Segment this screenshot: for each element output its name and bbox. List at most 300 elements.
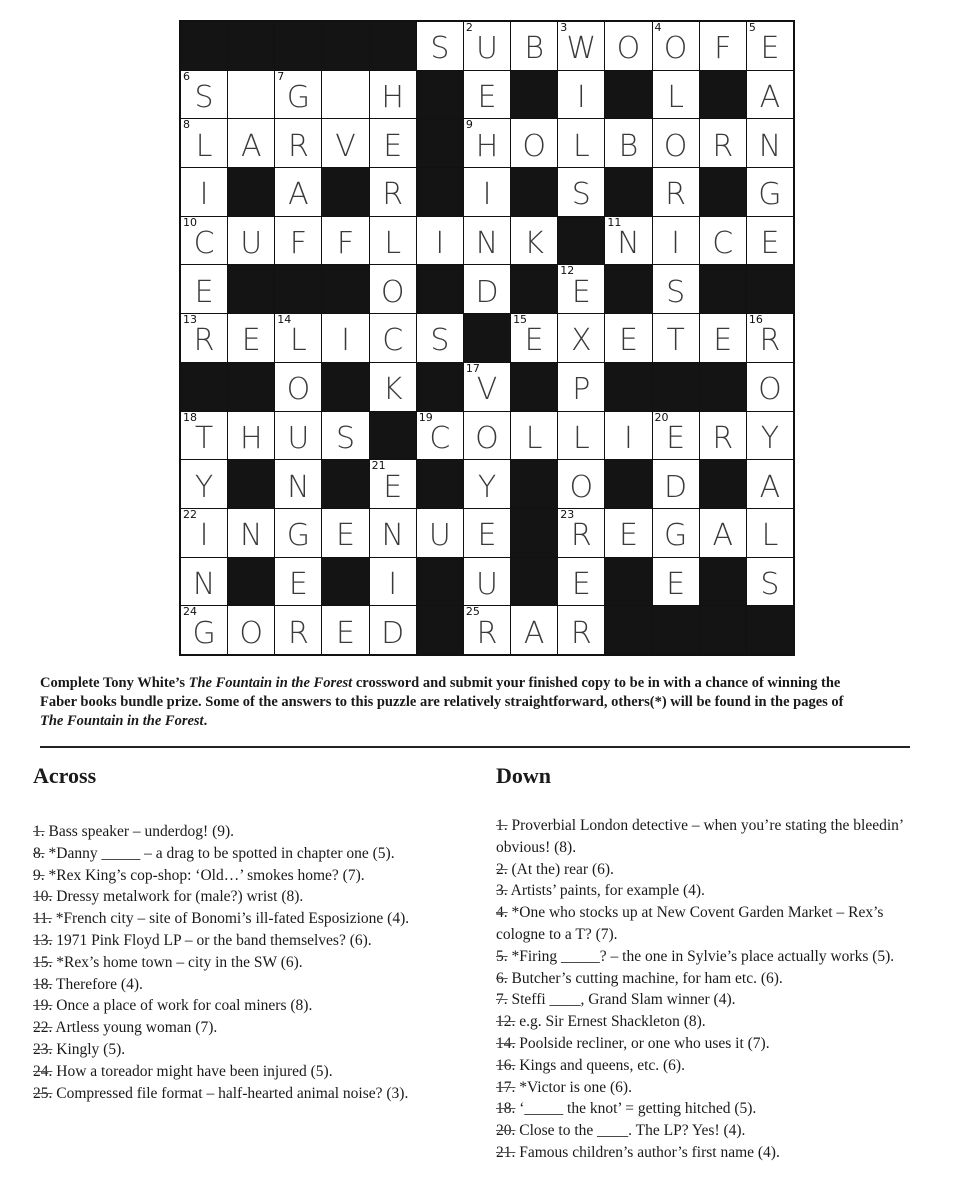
- handwritten-letter: V: [476, 372, 498, 408]
- handwritten-letter: E: [336, 518, 356, 554]
- clue-number: 22.: [33, 1019, 53, 1037]
- grid-cell: [558, 22, 604, 70]
- black-square: [417, 363, 463, 411]
- clue-text: Famous children’s author’s first name (4).: [515, 1143, 780, 1161]
- grid-cell: [370, 509, 416, 557]
- handwritten-letter: A: [759, 80, 781, 116]
- handwritten-letter: H: [381, 80, 404, 116]
- grid-cell: [653, 217, 699, 265]
- clue-text: Butcher’s cutting machine, for ham etc. (6).: [507, 969, 783, 987]
- handwritten-letter: R: [759, 323, 781, 359]
- clue-number: 22: [183, 508, 197, 521]
- handwritten-letter: E: [194, 274, 214, 310]
- handwritten-letter: E: [760, 31, 780, 67]
- grid-cell: [558, 460, 604, 508]
- grid-cell: [181, 168, 227, 216]
- clue-number: 23: [560, 508, 575, 521]
- clue-text: Poolside recliner, or one who uses it (7).: [515, 1034, 770, 1052]
- grid-cell: [275, 363, 321, 411]
- handwritten-letter: L: [761, 518, 779, 554]
- handwritten-letter: O: [522, 128, 546, 164]
- clue-text: *Rex King’s cop-shop: ‘Old…’ smokes home? (7).: [44, 866, 365, 884]
- grid-cell: [747, 509, 793, 557]
- handwritten-letter: O: [663, 31, 688, 67]
- grid-cell: [275, 168, 321, 216]
- clue-text: Therefore (4).: [52, 975, 143, 993]
- black-square: [605, 606, 651, 654]
- grid-cell: [511, 22, 557, 70]
- grid-cell: [275, 412, 321, 460]
- handwritten-letter: E: [618, 518, 638, 554]
- handwritten-letter: D: [664, 469, 688, 505]
- handwritten-letter: O: [475, 420, 499, 456]
- grid-cell: [700, 217, 746, 265]
- clue-number: 10: [183, 216, 197, 229]
- clue-number: 4: [654, 22, 662, 34]
- black-square: [700, 71, 746, 119]
- grid-cell: [322, 217, 368, 265]
- black-square: [181, 22, 227, 70]
- clue-number: 25.: [33, 1084, 53, 1102]
- grid-cell: [417, 217, 463, 265]
- clue-text: Once a place of work for coal miners (8).: [52, 997, 313, 1015]
- down-clue: [496, 1055, 936, 1077]
- handwritten-letter: O: [663, 128, 688, 164]
- handwritten-letter: N: [239, 518, 263, 554]
- crossword-grid: [179, 20, 795, 656]
- clue-text: *Danny _____ – a drag to be spotted in chapter one (5).: [44, 844, 395, 862]
- grid-cell: [747, 412, 793, 460]
- handwritten-letter: A: [288, 177, 309, 213]
- grid-cell: [181, 606, 227, 654]
- down-clue-list: [496, 815, 936, 1164]
- handwritten-letter: U: [476, 566, 498, 602]
- black-square: [653, 606, 699, 654]
- clue-number: 11: [607, 216, 622, 229]
- handwritten-letter: V: [335, 128, 356, 164]
- grid-cell: [370, 71, 416, 119]
- black-square: [275, 265, 321, 313]
- handwritten-letter: L: [525, 420, 543, 456]
- black-square: [605, 168, 651, 216]
- clue-text: Artists’ paints, for example (4).: [507, 882, 705, 900]
- grid-cell: [558, 363, 604, 411]
- black-square: [511, 265, 557, 313]
- clue-number: 3: [560, 22, 568, 34]
- handwritten-letter: E: [666, 420, 686, 456]
- black-square: [605, 71, 651, 119]
- handwritten-letter: N: [617, 226, 640, 262]
- grid-cell: [747, 314, 793, 362]
- clue-number: 14: [277, 314, 292, 327]
- handwritten-letter: N: [758, 128, 782, 164]
- across-clue: [33, 1083, 478, 1105]
- grid-cell: [228, 217, 274, 265]
- handwritten-letter: H: [475, 128, 499, 164]
- grid-cell: [558, 606, 604, 654]
- clue-text: *Victor is one (6).: [515, 1078, 632, 1096]
- across-clue: [33, 930, 478, 952]
- across-clue: [33, 1017, 478, 1039]
- clue-number: 11.: [33, 910, 52, 928]
- black-square: [417, 119, 463, 167]
- down-clue: [496, 880, 936, 902]
- black-square: [228, 22, 274, 70]
- handwritten-letter: O: [569, 469, 594, 505]
- handwritten-letter: F: [714, 31, 732, 67]
- handwritten-letter: R: [570, 518, 592, 554]
- across-clue: [33, 821, 478, 843]
- intro-part-3: .: [203, 713, 208, 729]
- black-square: [605, 265, 651, 313]
- clue-text: Steffi ____, Grand Slam winner (4).: [507, 991, 736, 1009]
- handwritten-letter: N: [475, 226, 499, 262]
- grid-cell: [511, 412, 557, 460]
- down-clue: [496, 859, 936, 881]
- grid-cell: [370, 265, 416, 313]
- black-square: [228, 168, 274, 216]
- grid-cell: [558, 509, 604, 557]
- black-square: [511, 460, 557, 508]
- grid-cell: [181, 71, 227, 119]
- handwritten-letter: E: [524, 323, 544, 359]
- handwritten-letter: E: [477, 518, 497, 554]
- grid-cell: [181, 217, 227, 265]
- handwritten-letter: E: [477, 80, 497, 116]
- down-clue: [496, 1142, 936, 1164]
- grid-cell: [558, 265, 604, 313]
- clue-number: 14.: [496, 1034, 516, 1052]
- clue-number: 1.: [33, 823, 45, 840]
- clue-text: Dressy metalwork for (male?) wrist (8).: [52, 888, 304, 906]
- grid-cell: [511, 314, 557, 362]
- black-square: [417, 71, 463, 119]
- handwritten-letter: R: [570, 615, 592, 651]
- handwritten-letter: L: [572, 420, 590, 456]
- grid-cell: [275, 558, 321, 606]
- handwritten-letter: S: [336, 420, 356, 456]
- clue-number: 24.: [33, 1062, 53, 1080]
- grid-cell: [370, 217, 416, 265]
- grid-cell: [228, 412, 274, 460]
- across-heading: Across: [33, 763, 97, 788]
- handwritten-letter: A: [759, 469, 781, 505]
- grid-cell: [700, 22, 746, 70]
- handwritten-letter: I: [341, 323, 350, 359]
- clue-number: 17.: [496, 1078, 516, 1096]
- clue-text: *Firing _____? – the one in Sylvie’s place actually works (5).: [507, 947, 895, 965]
- black-square: [322, 265, 368, 313]
- grid-cell: [322, 71, 368, 119]
- black-square: [511, 363, 557, 411]
- grid-cell: [653, 22, 699, 70]
- black-square: [511, 168, 557, 216]
- black-square: [511, 71, 557, 119]
- clue-number: 4.: [496, 904, 508, 922]
- across-clue: [33, 1039, 478, 1061]
- handwritten-letter: E: [241, 323, 261, 359]
- handwritten-letter: E: [336, 615, 356, 651]
- clue-number: 9: [465, 119, 473, 132]
- grid-cell: [228, 606, 274, 654]
- clue-text: e.g. Sir Ernest Shackleton (8).: [515, 1013, 706, 1031]
- down-clue: [496, 968, 936, 990]
- grid-cell: [653, 314, 699, 362]
- clue-text: Kingly (5).: [52, 1040, 126, 1058]
- grid-cell: [370, 363, 416, 411]
- down-clue: [496, 989, 936, 1011]
- clue-number: 24: [183, 606, 197, 619]
- grid-cell: [464, 217, 510, 265]
- clue-number: 8.: [33, 844, 45, 862]
- grid-cell: [322, 606, 368, 654]
- black-square: [700, 460, 746, 508]
- handwritten-letter: E: [571, 566, 591, 602]
- black-square: [417, 168, 463, 216]
- grid-cell: [700, 412, 746, 460]
- grid-cell: [181, 460, 227, 508]
- down-clue: [496, 946, 936, 968]
- handwritten-letter: R: [476, 615, 498, 651]
- handwritten-letter: Y: [760, 420, 780, 456]
- intro-text: [40, 674, 860, 731]
- grid-cell: [511, 217, 557, 265]
- handwritten-letter: I: [576, 80, 586, 116]
- handwritten-letter: C: [382, 323, 404, 359]
- grid-cell: [275, 119, 321, 167]
- grid-cell: [275, 314, 321, 362]
- black-square: [181, 363, 227, 411]
- clue-number: 2.: [496, 860, 508, 878]
- grid-cell: [181, 509, 227, 557]
- black-square: [558, 217, 604, 265]
- across-clue: [33, 843, 478, 865]
- clue-number: 16.: [496, 1056, 516, 1074]
- grid-cell: [653, 460, 699, 508]
- clue-number: 20: [654, 411, 669, 424]
- clue-number: 5: [748, 22, 756, 34]
- intro-part-2: crossword and submit your finished copy to be in with a chance of winning the Faber books bundle prize. Some of the answers to this puzzle are relatively straightforward, others(*) will be found in the pages of: [40, 675, 844, 710]
- black-square: [700, 265, 746, 313]
- grid-cell: [605, 412, 651, 460]
- black-square: [605, 460, 651, 508]
- handwritten-letter: O: [380, 274, 405, 310]
- handwritten-letter: U: [476, 31, 498, 67]
- handwritten-letter: N: [287, 469, 310, 505]
- grid-cell: [747, 558, 793, 606]
- black-square: [370, 412, 416, 460]
- grid-cell: [511, 606, 557, 654]
- grid-cell: [181, 558, 227, 606]
- handwritten-letter: A: [712, 518, 734, 554]
- grid-cell: [653, 412, 699, 460]
- grid-cell: [417, 314, 463, 362]
- grid-cell: [605, 314, 651, 362]
- handwritten-letter: U: [287, 420, 310, 456]
- grid-cell: [417, 22, 463, 70]
- grid-cell: [747, 22, 793, 70]
- clue-text: How a toreador might have been injured (5).: [52, 1062, 333, 1080]
- across-clue: [33, 952, 478, 974]
- handwritten-letter: K: [524, 226, 544, 262]
- grid-cell: [370, 460, 416, 508]
- grid-cell: [464, 509, 510, 557]
- grid-cell: [228, 314, 274, 362]
- clue-number: 13: [183, 314, 197, 327]
- handwritten-letter: R: [712, 128, 734, 164]
- grid-cell: [370, 119, 416, 167]
- black-square: [747, 265, 793, 313]
- grid-cell: [700, 119, 746, 167]
- clue-text: Close to the ____. The LP? Yes! (4).: [515, 1122, 746, 1140]
- grid-cell: [700, 509, 746, 557]
- handwritten-letter: U: [240, 226, 263, 262]
- handwritten-letter: G: [663, 518, 688, 554]
- handwritten-letter: L: [667, 80, 684, 116]
- grid-cell: [700, 314, 746, 362]
- handwritten-letter: K: [382, 372, 403, 408]
- clue-number: 7.: [496, 991, 508, 1009]
- grid-cell: [464, 119, 510, 167]
- clue-number: 19: [418, 411, 433, 424]
- intro-part-1: Complete Tony White’s: [40, 675, 189, 691]
- handwritten-letter: S: [666, 274, 686, 310]
- clue-text: *Rex’s home town – city in the SW (6).: [52, 953, 303, 971]
- handwritten-letter: S: [760, 566, 780, 602]
- across-clue-list: [33, 821, 478, 1104]
- handwritten-letter: E: [713, 323, 733, 359]
- down-clue: [496, 1098, 936, 1120]
- handwritten-letter: R: [712, 420, 734, 456]
- handwritten-letter: S: [571, 177, 591, 213]
- black-square: [653, 363, 699, 411]
- handwritten-letter: A: [240, 128, 262, 164]
- grid-cell: [747, 460, 793, 508]
- black-square: [370, 22, 416, 70]
- grid-cell: [464, 606, 510, 654]
- clue-number: 1.: [496, 817, 508, 834]
- handwritten-letter: I: [199, 177, 209, 213]
- black-square: [228, 558, 274, 606]
- clue-number: 15.: [33, 953, 53, 971]
- clue-number: 21.: [496, 1143, 516, 1161]
- grid-cell: [511, 119, 557, 167]
- handwritten-letter: R: [665, 177, 687, 213]
- grid-cell: [275, 509, 321, 557]
- clue-number: 18.: [496, 1100, 516, 1118]
- clue-number: 10.: [33, 888, 53, 906]
- black-square: [464, 314, 510, 362]
- grid-cell: [747, 363, 793, 411]
- handwritten-letter: G: [286, 80, 310, 116]
- handwritten-letter: T: [666, 323, 685, 359]
- down-heading: Down: [496, 763, 552, 788]
- down-clue: [496, 815, 936, 859]
- handwritten-letter: Y: [194, 469, 214, 505]
- handwritten-letter: O: [239, 615, 264, 651]
- black-square: [228, 460, 274, 508]
- grid-cell: [464, 412, 510, 460]
- handwritten-letter: R: [193, 323, 215, 359]
- across-clue: [33, 1061, 478, 1083]
- clue-text: *French city – site of Bonomi’s ill-fated Esposizione (4).: [51, 910, 410, 928]
- handwritten-letter: E: [666, 566, 686, 602]
- grid-cell: [275, 460, 321, 508]
- grid-cell: [558, 168, 604, 216]
- grid-cell: [464, 558, 510, 606]
- handwritten-letter: E: [383, 469, 403, 505]
- clue-text: ‘_____ the knot’ = getting hitched (5).: [515, 1100, 757, 1118]
- handwritten-letter: I: [671, 226, 681, 262]
- clue-number: 13.: [33, 931, 53, 949]
- grid-cell: [322, 509, 368, 557]
- clue-number: 12.: [496, 1013, 516, 1031]
- clue-number: 20.: [496, 1122, 516, 1140]
- grid-cell: [605, 509, 651, 557]
- book-title: The Fountain in the Forest: [188, 675, 353, 691]
- down-clue: [496, 1120, 936, 1142]
- black-square: [605, 558, 651, 606]
- black-square: [511, 509, 557, 557]
- clue-number: 23.: [33, 1040, 53, 1058]
- handwritten-letter: O: [616, 31, 641, 67]
- grid-cell: [370, 168, 416, 216]
- handwritten-letter: E: [383, 128, 403, 164]
- down-clue: [496, 1077, 936, 1099]
- grid-cell: [322, 119, 368, 167]
- handwritten-letter: E: [760, 226, 780, 262]
- handwritten-letter: I: [624, 420, 633, 456]
- clue-number: 7: [277, 70, 285, 83]
- grid-cell: [181, 314, 227, 362]
- black-square: [417, 265, 463, 313]
- handwritten-letter: X: [571, 323, 592, 359]
- handwritten-letter: R: [382, 177, 404, 213]
- handwritten-letter: D: [475, 274, 499, 310]
- clue-number: 2: [465, 22, 473, 34]
- clue-number: 19.: [33, 997, 53, 1015]
- grid-cell: [558, 119, 604, 167]
- across-clue: [33, 995, 478, 1017]
- clue-number: 6.: [496, 969, 508, 987]
- grid-cell: [747, 119, 793, 167]
- grid-cell: [464, 22, 510, 70]
- across-clue: [33, 865, 478, 887]
- handwritten-letter: D: [381, 615, 405, 651]
- grid-cell: [464, 265, 510, 313]
- handwritten-letter: I: [388, 566, 398, 602]
- handwritten-letter: G: [758, 177, 782, 213]
- grid-cell: [370, 606, 416, 654]
- grid-cell: [181, 119, 227, 167]
- black-square: [700, 168, 746, 216]
- handwritten-letter: L: [384, 226, 402, 262]
- black-square: [417, 558, 463, 606]
- clue-text: Compressed file format – half-hearted animal noise? (3).: [52, 1084, 409, 1102]
- black-square: [700, 606, 746, 654]
- black-square: [417, 460, 463, 508]
- grid-cell: [558, 412, 604, 460]
- black-square: [417, 606, 463, 654]
- grid-cell: [417, 412, 463, 460]
- grid-cell: [417, 509, 463, 557]
- grid-cell: [653, 119, 699, 167]
- clue-text: *One who stocks up at New Covent Garden Market – Rex’s cologne to a T? (7).: [496, 904, 884, 943]
- handwritten-letter: I: [435, 226, 445, 262]
- clue-number: 5.: [496, 947, 508, 965]
- grid-cell: [653, 168, 699, 216]
- handwritten-letter: S: [194, 80, 214, 116]
